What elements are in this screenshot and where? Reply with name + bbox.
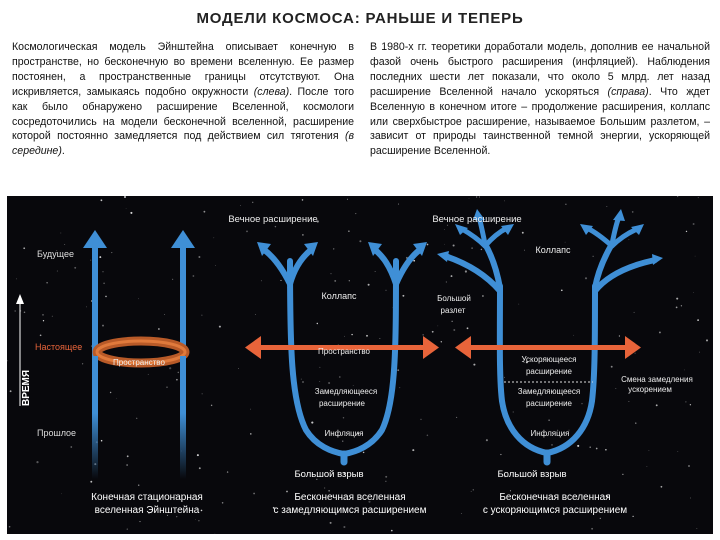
star	[647, 466, 648, 467]
star	[40, 334, 42, 336]
star	[158, 328, 160, 330]
star	[513, 411, 514, 412]
star	[334, 280, 336, 282]
middle-decel-2: расширение	[318, 399, 366, 408]
star	[518, 304, 519, 305]
star	[441, 341, 442, 342]
star	[628, 401, 629, 402]
middle-decel-1: Замедляющееся	[314, 387, 378, 396]
star	[43, 320, 44, 321]
star	[676, 298, 678, 300]
star	[524, 250, 525, 251]
star	[385, 476, 387, 478]
star	[380, 338, 381, 339]
star	[699, 352, 700, 353]
middle-space-label: Пространство	[318, 347, 370, 356]
middle-arrowheads	[257, 242, 427, 256]
einstein-caption-2: вселенная Эйнштейна	[94, 505, 200, 516]
right-left-branch-c	[485, 228, 507, 246]
star	[70, 446, 72, 448]
star	[444, 244, 445, 245]
star	[202, 393, 203, 394]
right-caption-1: Бесконечная вселенная	[499, 492, 611, 503]
diagram-panel	[7, 196, 713, 534]
star	[215, 533, 216, 534]
middle-inflation: Инфляция	[324, 429, 364, 438]
star	[90, 260, 91, 261]
star	[363, 452, 365, 454]
text-left: Космологическая модель Эйнштейна описывает конечную в пространстве, но бесконечную во времени вселенную. Ее размер постоянен, а пространственные границы отсутствуют. Она искривляется, замыкаясь подобно окружности (слева). После того как было обнаружено расширение Вселенной, космологи сосредоточились на модели бесконечной вселенной, расширение которой постоянно замедляется под действием сил тяготения (в середине).	[12, 41, 354, 158]
star	[446, 281, 447, 282]
star	[391, 530, 393, 532]
star	[696, 528, 697, 529]
star	[10, 390, 12, 392]
middle-caption-1: Бесконечная вселенная	[294, 492, 406, 503]
star	[482, 295, 484, 297]
middle-caption-2: с замедляющимся расширением	[273, 505, 427, 516]
star	[481, 249, 483, 251]
star	[342, 441, 343, 442]
time-arrow-icon	[16, 294, 24, 304]
star	[36, 461, 38, 463]
star	[339, 376, 341, 378]
star	[111, 252, 112, 253]
star	[140, 521, 141, 522]
star	[219, 326, 221, 328]
star	[103, 282, 105, 284]
einstein-arrowhead-right	[171, 230, 195, 248]
star	[201, 510, 203, 512]
star	[99, 256, 101, 258]
star	[330, 522, 332, 524]
star	[250, 409, 251, 410]
star	[573, 335, 574, 336]
star	[479, 197, 480, 198]
label-present: Настоящее	[35, 342, 83, 352]
star	[706, 339, 708, 341]
right-decel-1: Замедляющееся	[517, 387, 581, 396]
star	[413, 260, 415, 262]
star	[420, 419, 421, 420]
star	[693, 292, 694, 293]
star	[347, 199, 348, 200]
star	[467, 327, 469, 329]
star	[328, 382, 330, 384]
star	[86, 307, 87, 308]
star	[343, 417, 344, 418]
page-title: МОДЕЛИ КОСМОСА: РАНЬШЕ И ТЕПЕРЬ	[196, 10, 524, 27]
star	[52, 316, 53, 317]
label-past: Прошлое	[37, 428, 77, 438]
star	[423, 334, 424, 335]
star	[355, 213, 356, 214]
star	[690, 404, 691, 405]
middle-space-arrowhead-left	[245, 336, 261, 359]
star	[9, 526, 11, 528]
star	[504, 377, 505, 378]
star	[500, 454, 501, 455]
middle-collapse: Коллапс	[321, 291, 357, 301]
star	[437, 326, 438, 327]
star	[366, 335, 368, 337]
right-big-rip-1: Большой	[437, 294, 471, 303]
star	[351, 334, 352, 335]
middle-right-branch-outer	[396, 249, 421, 284]
star	[593, 256, 594, 257]
star	[16, 279, 17, 280]
star	[611, 366, 613, 368]
star	[684, 370, 685, 371]
star	[686, 231, 687, 232]
star	[397, 369, 399, 371]
star	[398, 204, 399, 205]
star	[240, 205, 241, 206]
right-arrowhead-6	[613, 209, 625, 221]
star	[561, 289, 563, 291]
star	[635, 423, 636, 424]
einstein-line-left-front	[92, 356, 98, 386]
middle-funnel	[290, 261, 396, 454]
star	[253, 493, 255, 495]
star	[600, 518, 601, 519]
star	[42, 314, 43, 315]
star	[222, 502, 224, 504]
right-big-rip-2: разлет	[440, 306, 466, 315]
star	[359, 240, 361, 242]
star	[138, 484, 139, 485]
star	[302, 199, 304, 201]
star	[385, 290, 386, 291]
star	[102, 325, 104, 327]
star	[368, 284, 370, 286]
right-decel-2: расширение	[525, 399, 573, 408]
star	[286, 491, 288, 493]
star	[551, 444, 553, 446]
star	[565, 204, 566, 205]
label-future: Будущее	[37, 249, 74, 259]
star	[427, 244, 429, 246]
right-caption-2: с ускоряющимся расширением	[482, 505, 628, 516]
star	[473, 364, 475, 366]
star	[677, 451, 678, 452]
einstein-space-label: Пространство	[113, 358, 165, 367]
star	[178, 372, 180, 374]
star	[471, 491, 472, 492]
middle-space-arrowhead-right	[423, 336, 439, 359]
star	[412, 449, 414, 451]
star	[127, 528, 128, 529]
star	[23, 247, 25, 249]
star	[136, 418, 137, 419]
star	[690, 498, 691, 499]
star	[172, 279, 173, 280]
middle-left-branch-outer	[263, 249, 290, 284]
star	[471, 247, 473, 249]
star	[591, 528, 593, 530]
right-arrowhead-4	[437, 251, 449, 262]
star	[349, 280, 350, 281]
star	[14, 310, 16, 312]
star	[629, 239, 630, 240]
star	[473, 489, 474, 490]
star	[661, 486, 663, 488]
text-right: В 1980-х гг. теоретики доработали модель, дополнив ее начальной фазой очень быстрого расширения (инфляцией). Наблюдения последних шести лет показали, что около 5 млрд. лет назад расширение Вселенной начало ускоряться (справа). Что ждет Вселенную в конечном итоге – продолжение расширения, коллапс или сверхбыстрое расширение, называемое Большим разлетом, – зависит от природы таинственной темной энергии, ускоряющей расширение Вселенной.	[370, 41, 710, 158]
star	[589, 446, 590, 447]
star	[57, 271, 58, 272]
right-space-arrowhead-left	[455, 336, 471, 359]
star	[261, 280, 262, 281]
star	[456, 417, 457, 418]
star	[255, 314, 256, 315]
star	[215, 265, 216, 266]
star	[238, 368, 239, 369]
star	[193, 275, 195, 277]
star	[565, 242, 566, 243]
star	[102, 271, 103, 272]
star	[24, 312, 26, 314]
einstein-arrowhead-left	[83, 230, 107, 248]
star	[461, 513, 462, 514]
star	[615, 388, 616, 389]
star	[148, 374, 149, 375]
star	[301, 379, 302, 380]
star	[126, 208, 127, 209]
star	[632, 516, 633, 517]
star	[82, 363, 83, 364]
star	[176, 379, 178, 381]
star	[130, 212, 132, 214]
star	[199, 467, 201, 469]
einstein-caption-1: Конечная стационарная	[91, 492, 203, 503]
right-top-label: Вечное расширение	[432, 214, 522, 225]
star	[634, 312, 635, 313]
star	[607, 206, 608, 207]
star	[324, 487, 325, 488]
star	[302, 234, 304, 236]
right-big-bang: Большой взрыв	[497, 469, 567, 480]
middle-left-branch-inner	[290, 249, 312, 284]
right-transition-2: ускорением	[628, 385, 672, 394]
star	[656, 404, 658, 406]
einstein-line-right-front	[180, 356, 186, 386]
star	[399, 387, 400, 388]
star	[698, 197, 699, 198]
star	[605, 449, 607, 451]
star	[101, 440, 103, 442]
star	[60, 233, 61, 234]
star	[344, 336, 345, 337]
star	[353, 385, 354, 386]
right-accel-1: Ускоряющееся	[521, 355, 577, 364]
star	[280, 280, 281, 281]
star	[504, 201, 505, 202]
diagram-svg	[7, 196, 713, 534]
middle-right-branch-inner	[374, 249, 396, 284]
star	[476, 196, 477, 197]
star	[432, 331, 434, 333]
star	[250, 433, 252, 435]
star	[453, 244, 455, 246]
star	[127, 455, 129, 457]
star	[7, 360, 8, 361]
right-arrowhead-8	[652, 254, 663, 265]
star	[105, 296, 107, 298]
star	[101, 199, 103, 201]
star	[548, 420, 549, 421]
star	[596, 448, 598, 450]
star	[693, 223, 695, 225]
star	[320, 367, 321, 368]
right-space-arrowhead-right	[625, 336, 641, 359]
star	[695, 256, 696, 257]
star	[311, 422, 313, 424]
star	[169, 367, 171, 369]
star	[246, 231, 248, 233]
star	[74, 267, 76, 269]
star	[124, 196, 126, 198]
einstein-diagram	[83, 230, 203, 516]
star	[331, 273, 332, 274]
star	[195, 519, 196, 520]
right-accel-2: расширение	[525, 367, 573, 376]
right-transition-1: Смена замедления	[621, 375, 693, 384]
star	[375, 271, 376, 272]
star	[635, 353, 636, 354]
star	[176, 516, 177, 517]
star	[110, 392, 111, 393]
right-collapse: Коллапс	[535, 245, 571, 255]
star	[619, 335, 620, 336]
star	[164, 314, 165, 315]
star	[681, 305, 682, 306]
star	[451, 275, 453, 277]
star	[90, 481, 92, 483]
star	[343, 526, 345, 528]
right-right-branch-a	[587, 228, 612, 246]
star	[46, 282, 47, 283]
star	[20, 310, 21, 311]
star	[302, 381, 304, 383]
star	[659, 331, 661, 333]
star	[632, 211, 634, 213]
star	[333, 248, 334, 249]
star	[198, 520, 199, 521]
star	[577, 445, 579, 447]
star	[275, 226, 276, 227]
star	[213, 237, 214, 238]
star	[138, 298, 139, 299]
star	[677, 196, 678, 197]
star	[116, 398, 117, 399]
star	[486, 439, 488, 441]
star	[319, 381, 320, 382]
star	[203, 211, 205, 213]
middle-top-label: Вечное расширение	[228, 214, 318, 225]
star	[453, 329, 455, 331]
star	[64, 244, 65, 245]
time-axis-label: ВРЕМЯ	[21, 369, 32, 406]
star	[166, 386, 168, 388]
time-axis	[16, 249, 82, 438]
star	[252, 202, 253, 203]
star	[648, 450, 649, 451]
star	[676, 307, 678, 309]
star	[126, 464, 128, 466]
right-inflation: Инфляция	[530, 429, 570, 438]
star	[685, 401, 686, 402]
star	[348, 231, 349, 232]
star	[198, 256, 200, 258]
star	[317, 323, 318, 324]
star	[688, 465, 690, 467]
star	[452, 321, 453, 322]
star	[465, 270, 467, 272]
star	[444, 229, 445, 230]
star	[61, 493, 62, 494]
star	[201, 315, 202, 316]
star	[581, 403, 582, 404]
star	[622, 474, 623, 475]
star	[385, 481, 386, 482]
star	[402, 295, 404, 297]
star	[211, 405, 212, 406]
star	[522, 232, 524, 234]
star	[697, 319, 699, 321]
star	[227, 471, 228, 472]
star	[469, 198, 470, 199]
star	[197, 454, 199, 456]
star	[427, 435, 429, 437]
middle-big-bang: Большой взрыв	[294, 469, 364, 480]
star	[585, 277, 587, 279]
